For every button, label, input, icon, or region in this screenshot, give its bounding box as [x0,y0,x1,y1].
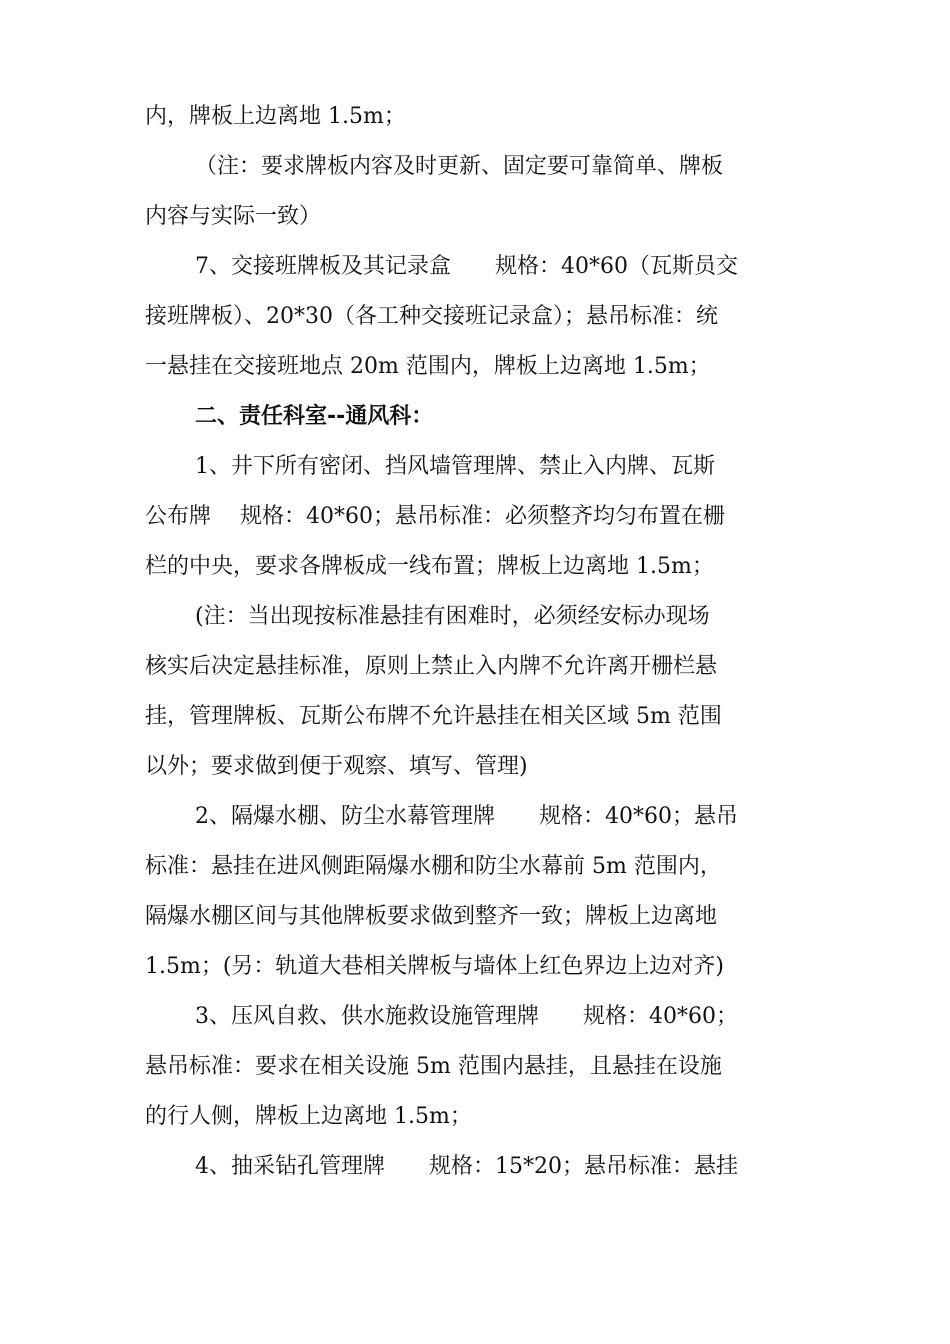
note-line: 核实后决定悬挂标准，原则上禁止入内牌不允许离开栅栏悬 [145,654,718,679]
note-line: (注：当出现按标准悬挂有困难时，必须经安标办现场 [195,604,710,629]
note-line: （注：要求牌板内容及时更新、固定要可靠简单、牌板 [195,154,724,179]
item-3-line: 悬吊标准：要求在相关设施 5m 范围内悬挂，且悬挂在设施 [145,1054,722,1079]
item-4-line: 4、抽采钻孔管理牌 规格：15*20；悬吊标准：悬挂 [195,1154,738,1179]
item-3-line: 3、压风自救、供水施救设施管理牌 规格：40*60； [195,1004,738,1029]
item-2-line: 标准：悬挂在进风侧距隔爆水棚和防尘水幕前 5m 范围内， [145,854,722,879]
document-body [145,92,807,1192]
item-1-line: 栏的中央，要求各牌板成一线布置；牌板上边离地 1.5m； [145,554,714,579]
item-1-line: 1、井下所有密闭、挡风墙管理牌、禁止入内牌、瓦斯 [195,454,715,479]
note-line: 内容与实际一致） [145,204,322,229]
item-3-line: 的行人侧，牌板上边离地 1.5m； [145,1104,472,1129]
note-line: 挂，管理牌板、瓦斯公布牌不允许悬挂在相关区域 5m 范围 [145,704,722,729]
section-heading: 二、责任科室--通风科： [195,404,434,429]
item-7-line: 一悬挂在交接班地点 20m 范围内，牌板上边离地 1.5m； [145,354,711,379]
item-7-line: 接班牌板）、20*30（各工种交接班记录盒）；悬吊标准：统 [145,304,718,329]
item-2-line: 1.5m；(另：轨道大巷相关牌板与墙体上红色界边上边对齐) [145,954,725,979]
item-2-line: 2、隔爆水棚、防尘水幕管理牌 规格：40*60；悬吊 [195,804,738,829]
note-line: 以外；要求做到便于观察、填写、管理) [145,754,528,779]
text-line: 内，牌板上边离地 1.5m； [145,104,406,129]
item-2-line: 隔爆水棚区间与其他牌板要求做到整齐一致；牌板上边离地 [145,904,718,929]
item-1-line: 公布牌 规格：40*60；悬吊标准：必须整齐均匀布置在栅 [145,504,725,529]
item-7-line: 7、交接班牌板及其记录盒 规格：40*60（瓦斯员交 [195,254,738,279]
